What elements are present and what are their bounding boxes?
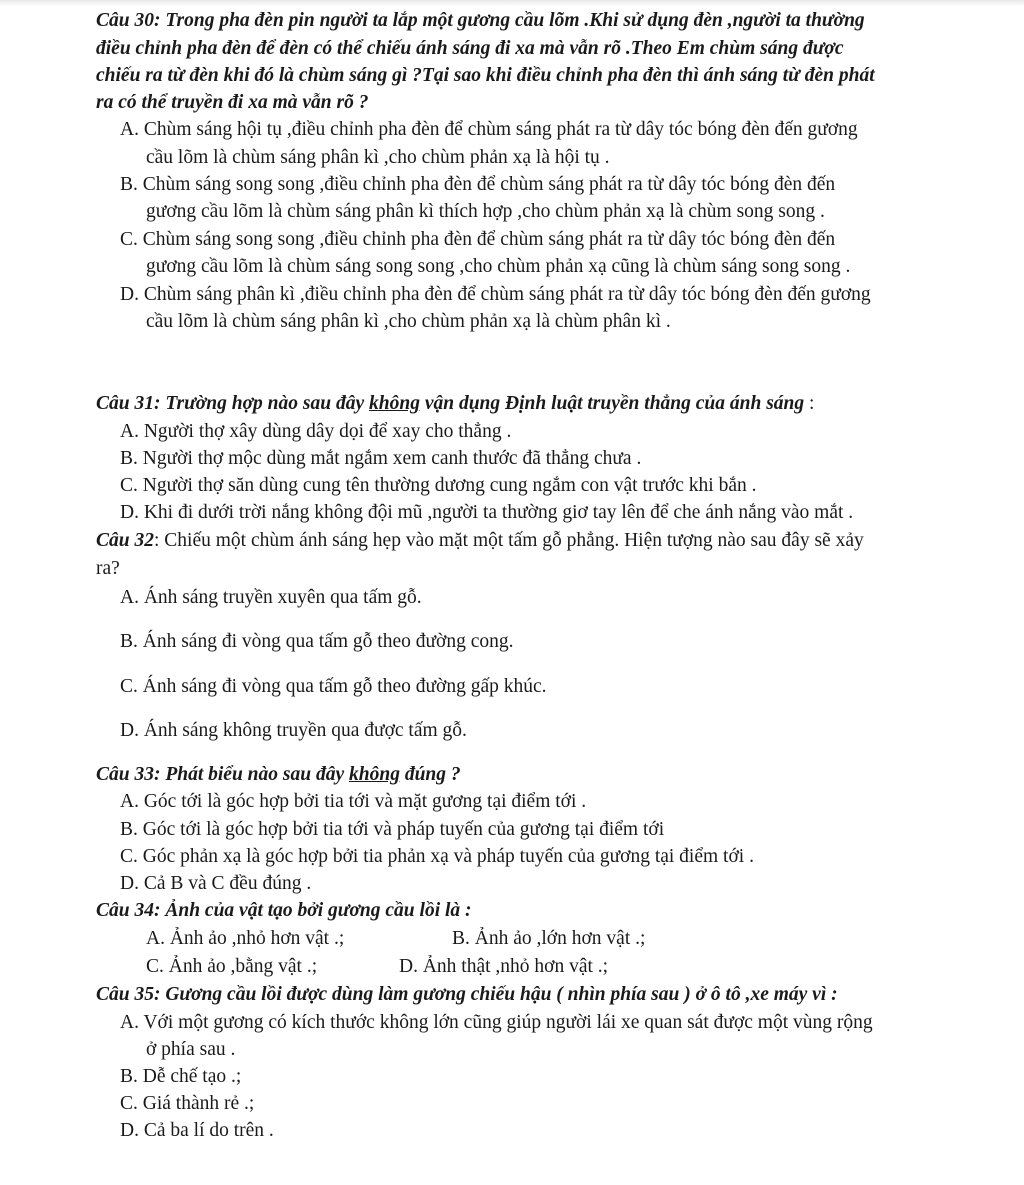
q32-option-d: D. Ánh sáng không truyền qua được tấm gỗ.	[120, 720, 467, 741]
q31-title-underlined: không	[369, 393, 420, 414]
q30-option-d-line-1: D. Chùm sáng phân kì ,điều chỉnh pha đèn để chùm sáng phát ra từ dây tóc bóng đèn đến gương	[120, 284, 871, 305]
q30-option-c-line-1: C. Chùm sáng song song ,điều chỉnh pha đèn để chùm sáng phát ra từ dây tóc bóng đèn đến	[120, 229, 836, 250]
q32-option-b: B. Ánh sáng đi vòng qua tấm gỗ theo đường cong.	[120, 631, 514, 652]
q31-stem	[96, 391, 814, 417]
q30-option-c-line-2: gương cầu lõm là chùm sáng song song ,cho chùm phản xạ cũng là chùm sáng song song .	[146, 256, 851, 277]
q35-option-b: B. Dễ chế tạo .;	[120, 1066, 242, 1087]
q34-stem: Câu 34: Ảnh của vật tạo bởi gương cầu lồi là :	[96, 900, 472, 921]
q30-option-b-line-1: B. Chùm sáng song song ,điều chỉnh pha đèn để chùm sáng phát ra từ dây tóc bóng đèn đến	[120, 174, 836, 195]
q31-title-post: vận dụng Định luật truyền thẳng của ánh sáng	[419, 393, 805, 414]
q30-option-b-line-2: gương cầu lõm là chùm sáng phân kì thích hợp ,cho chùm phản xạ là chùm song song .	[146, 201, 825, 222]
q30-option-d-line-2: cầu lõm là chùm sáng phân kì ,cho chùm phản xạ là chùm phân kì .	[146, 311, 671, 332]
q31-title-pre: : Trường hợp nào sau đây	[153, 393, 369, 414]
q34-option-a: A. Ảnh ảo ,nhỏ hơn vật .;	[146, 928, 345, 949]
q33-stem	[96, 762, 461, 788]
q31-label: Câu 31	[96, 393, 154, 414]
q32-option-a: A. Ánh sáng truyền xuyên qua tấm gỗ.	[120, 587, 422, 608]
q35-option-a-line-2: ở phía sau .	[146, 1039, 236, 1060]
q31-title-end: :	[804, 393, 815, 414]
q31-option-b: B. Người thợ mộc dùng mắt ngắm xem canh thước đã thẳng chưa .	[120, 448, 642, 469]
q31-option-a: A. Người thợ xây dùng dây dọi để xay cho thẳng .	[120, 421, 512, 442]
q30-stem-line-2: điều chỉnh pha đèn để đèn có thể chiếu ánh sáng đi xa mà vẫn rõ .Theo Em chùm sáng được	[96, 38, 844, 59]
q35-stem: Câu 35: Gương cầu lồi được dùng làm gương chiếu hậu ( nhìn phía sau ) ở ô tô ,xe máy vì :	[96, 984, 838, 1005]
q32-stem-text: : Chiếu một chùm ánh sáng hẹp vào mặt một tấm gỗ phẳng. Hiện tượng nào sau đây sẽ xảy	[153, 530, 864, 551]
q30-option-a-line-1: A. Chùm sáng hội tụ ,điều chỉnh pha đèn để chùm sáng phát ra từ dây tóc bóng đèn đến gương	[120, 119, 858, 140]
q34-option-b: B. Ảnh ảo ,lớn hơn vật .;	[452, 928, 646, 949]
q30-stem-line-3: chiếu ra từ đèn khi đó là chùm sáng gì ?Tại sao khi điều chỉnh pha đèn thì ánh sáng từ đèn phát	[96, 65, 875, 86]
q35-option-c: C. Giá thành rẻ .;	[120, 1093, 255, 1114]
q33-title-post: đúng ?	[399, 764, 461, 785]
q32-stem-line-2: ra?	[96, 558, 120, 579]
q33-option-b: B. Góc tới là góc hợp bởi tia tới và pháp tuyến của gương tại điểm tới	[120, 819, 665, 840]
q31-option-d: D. Khi đi dưới trời nắng không đội mũ ,người ta thường giơ tay lên để che ánh nắng vào mắt .	[120, 502, 854, 523]
q30-stem-line-4: ra có thể truyền đi xa mà vẫn rõ ?	[96, 92, 369, 113]
q30-stem-line-1: Câu 30: Trong pha đèn pin người ta lắp một gương cầu lõm .Khi sử dụng đèn ,người ta thường	[96, 10, 865, 31]
q30-option-a-line-2: cầu lõm là chùm sáng phân kì ,cho chùm phản xạ là hội tụ .	[146, 147, 610, 168]
q35-option-d: D. Cả ba lí do trên .	[120, 1120, 274, 1141]
q33-title-underlined: không	[349, 764, 400, 785]
q32-stem-line-1	[96, 528, 864, 554]
q33-option-d: D. Cả B và C đều đúng .	[120, 873, 312, 894]
q33-title-pre: Câu 33: Phát biểu nào sau đây	[96, 764, 349, 785]
q31-option-c: C. Người thợ săn dùng cung tên thường dương cung ngắm con vật trước khi bắn .	[120, 475, 757, 496]
q34-option-c: C. Ảnh ảo ,bằng vật .;	[146, 956, 318, 977]
q35-option-a-line-1: A. Với một gương có kích thước không lớn cũng giúp người lái xe quan sát được một vùng rộng	[120, 1012, 873, 1033]
q33-option-a: A. Góc tới là góc hợp bởi tia tới và mặt gương tại điểm tới .	[120, 791, 587, 812]
q32-option-c: C. Ánh sáng đi vòng qua tấm gỗ theo đường gấp khúc.	[120, 676, 547, 697]
q34-option-d: D. Ảnh thật ,nhỏ hơn vật .;	[399, 956, 609, 977]
q32-label: Câu 32	[96, 530, 154, 551]
q33-option-c: C. Góc phản xạ là góc hợp bởi tia phản xạ và pháp tuyến của gương tại điểm tới .	[120, 846, 754, 867]
